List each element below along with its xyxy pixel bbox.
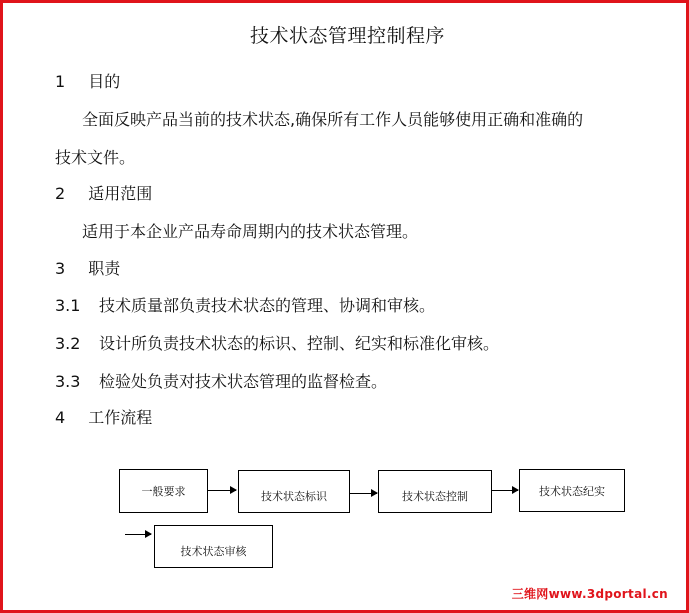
item-number: 3.2	[55, 334, 81, 353]
responsibility-3-1	[55, 293, 435, 316]
document-title: 技术状态管理控制程序	[249, 25, 445, 47]
section-number: 2	[55, 184, 66, 203]
purpose-text-line1: 全面反映产品当前的技术状态,确保所有工作人员能够使用正确和准确的	[82, 110, 584, 129]
scope-text: 适用于本企业产品寿命周期内的技术状态管理。	[82, 222, 419, 241]
flow-step-identification: 技术状态标识	[238, 470, 350, 513]
arrow-icon	[492, 490, 518, 491]
purpose-text-line2: 技术文件。	[55, 148, 136, 167]
responsibility-3-2	[55, 331, 499, 354]
section-number: 4	[55, 408, 66, 427]
section-title: 工作流程	[88, 408, 153, 427]
section-number: 3	[55, 259, 66, 278]
flow-step-accounting: 技术状态纪实	[519, 469, 625, 512]
section-title: 职责	[88, 259, 121, 278]
flow-step-control: 技术状态控制	[378, 470, 492, 513]
arrow-icon	[125, 534, 151, 535]
flow-step-general-requirements: 一般要求	[119, 469, 208, 513]
arrow-icon	[350, 493, 377, 494]
section-3-heading	[55, 256, 120, 279]
arrow-icon	[208, 490, 236, 491]
section-title: 适用范围	[88, 184, 153, 203]
responsibility-3-3	[55, 369, 387, 392]
flow-step-audit: 技术状态审核	[154, 525, 273, 568]
item-number: 3.3	[55, 372, 81, 391]
item-number: 3.1	[55, 296, 81, 315]
section-1-heading	[55, 69, 120, 92]
section-2-heading	[55, 181, 152, 204]
item-text: 检验处负责对技术状态管理的监督检查。	[99, 372, 388, 391]
item-text: 设计所负责技术状态的标识、控制、纪实和标准化审核。	[99, 334, 500, 353]
section-title: 目的	[88, 72, 121, 91]
watermark: 三维网www.3dportal.cn	[511, 587, 668, 601]
section-number: 1	[55, 72, 66, 91]
section-4-heading	[55, 405, 152, 428]
item-text: 技术质量部负责技术状态的管理、协调和审核。	[99, 296, 436, 315]
